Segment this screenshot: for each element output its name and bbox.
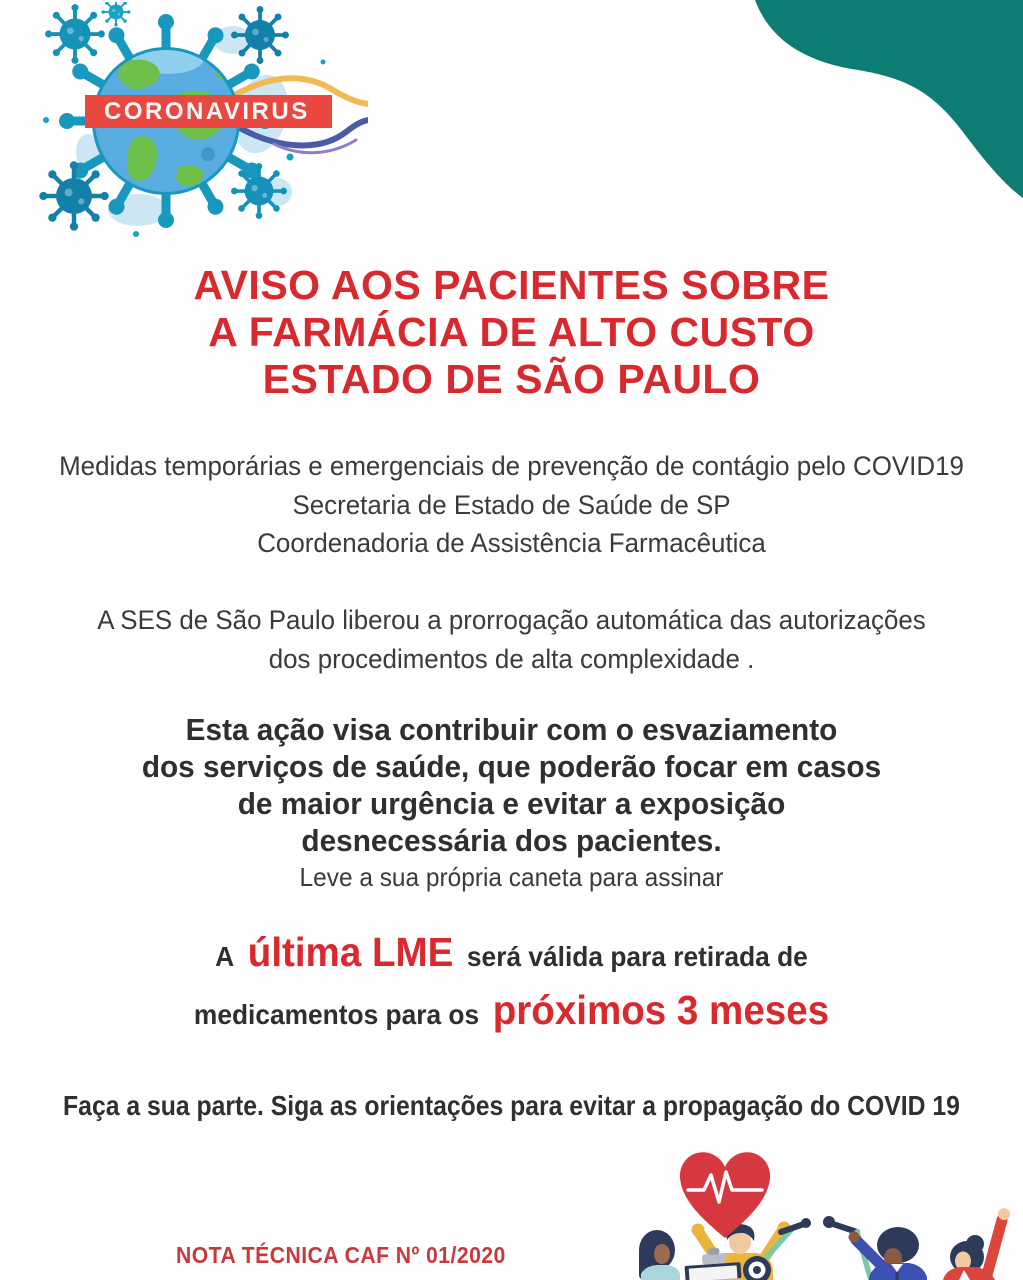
page-title [0, 262, 1023, 403]
intro-line: Coordenadoria de Assistência Farmacêutica [257, 528, 766, 558]
nota-tecnica-label: NOTA TÉCNICA CAF Nº 01/2020 [176, 1242, 506, 1268]
lme-middle: será válida para retirada de [466, 941, 808, 972]
lme-line2-text: medicamentos para os [193, 999, 480, 1030]
lme-emphasis-1: última LME [247, 929, 454, 975]
lme-line-1 [31, 928, 993, 986]
highlight-line: de maior urgência e evitar a exposição [237, 786, 786, 821]
person-red-woman [943, 1208, 1010, 1280]
coronavirus-logo [28, 2, 368, 247]
pen-note: Leve a sua própria caneta para assinar [299, 862, 724, 892]
lme-line-2 [31, 986, 993, 1044]
announcement-text [20, 601, 1002, 678]
lme-emphasis-2: próximos 3 meses [492, 987, 830, 1033]
intro-line: Secretaria de Estado de Saúde de SP [292, 489, 731, 520]
intro-text [20, 447, 1002, 563]
title-line: A FARMÁCIA DE ALTO CUSTO [208, 309, 815, 355]
health-people-illustration [605, 1130, 1023, 1280]
clipboard-icon [683, 1246, 741, 1280]
announcement-line: dos procedimentos de alta complexidade . [268, 643, 755, 674]
lme-prefix: A [215, 941, 235, 972]
highlight-line: desnecessária dos pacientes. [301, 823, 722, 858]
logo-banner-label: CORONAVIRUS [104, 98, 310, 125]
title-line: AVISO AOS PACIENTES SOBRE [193, 262, 830, 308]
intro-line: Medidas temporárias e emergenciais de prevenção de contágio pelo COVID19 [59, 451, 964, 481]
heart-pulse-icon [680, 1152, 770, 1238]
lme-notice [31, 928, 993, 1044]
coronavirus-banner [85, 95, 332, 128]
announcement-line: A SES de São Paulo liberou a prorrogação automática das autorizações [97, 605, 926, 635]
cta-text: Faça a sua parte. Siga as orientações para evitar a propagação do COVID 19 [63, 1090, 960, 1121]
corner-blob-shape [740, 0, 1023, 212]
highlight-text [20, 711, 1002, 859]
title-line: ESTADO DE SÃO PAULO [262, 356, 761, 402]
person-teal-woman [639, 1230, 680, 1280]
scooter-icon [743, 1218, 811, 1280]
highlight-line: dos serviços de saúde, que poderão focar em casos [141, 749, 882, 784]
highlight-line: Esta ação visa contribuir com o esvaziamento [185, 712, 838, 747]
